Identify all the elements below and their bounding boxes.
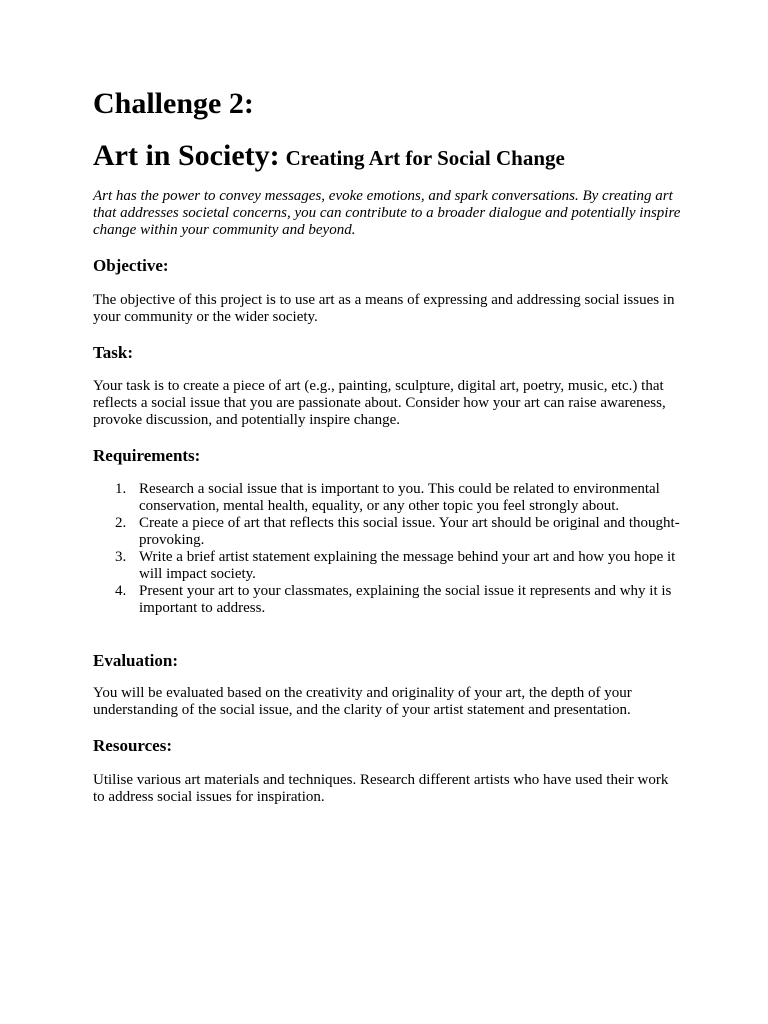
requirement-number: 1. [115, 481, 127, 497]
objective-heading: Objective: [93, 256, 169, 275]
requirements-heading: Requirements: [93, 446, 201, 465]
challenge-title: Challenge 2: [93, 87, 254, 120]
evaluation-text: You will be evaluated based on the creativity and originality of your art, the depth of your understanding of the social issue, and the clarity of your artist statement and presentation. [93, 685, 632, 718]
requirement-number: 2. [115, 515, 127, 531]
requirement-item [93, 481, 683, 515]
title-main: Art in Society: [93, 139, 280, 172]
requirements-list [93, 481, 683, 617]
requirement-text: Write a brief artist statement explaining the message behind your art and how you hope it will impact society. [139, 549, 676, 582]
requirement-number: 4. [115, 583, 127, 599]
requirement-text: Research a social issue that is important to you. This could be related to environmental conservation, mental health, equality, or any other topic you feel strongly about. [139, 481, 660, 514]
requirement-item [93, 515, 683, 549]
requirement-text: Create a piece of art that reflects this social issue. Your art should be original and thought-provoking. [139, 515, 680, 548]
requirement-text: Present your art to your classmates, explaining the social issue it represents and why it is important to address. [139, 583, 672, 616]
objective-text: The objective of this project is to use art as a means of expressing and addressing social issues in your community or the wider society. [93, 292, 675, 325]
requirement-number: 3. [115, 549, 127, 565]
title-subtitle: Creating Art for Social Change [285, 146, 565, 170]
resources-heading: Resources: [93, 736, 172, 755]
task-text: Your task is to create a piece of art (e.g., painting, sculpture, digital art, poetry, music, etc.) that reflects a social issue that you are passionate about. Consider how your art can raise awareness, provoke discussion, and potentially inspire change. [93, 378, 666, 428]
resources-text: Utilise various art materials and techniques. Research different artists who have used their work to address social issues for inspiration. [93, 772, 669, 805]
evaluation-heading: Evaluation: [93, 651, 179, 670]
requirement-item [93, 583, 683, 617]
document-title [93, 138, 565, 176]
task-heading: Task: [93, 343, 134, 362]
requirement-item [93, 549, 683, 583]
intro-paragraph: Art has the power to convey messages, evoke emotions, and spark conversations. By creating art that addresses societal concerns, you can contribute to a broader dialogue and potentially inspire change within your community and beyond. [93, 188, 681, 238]
